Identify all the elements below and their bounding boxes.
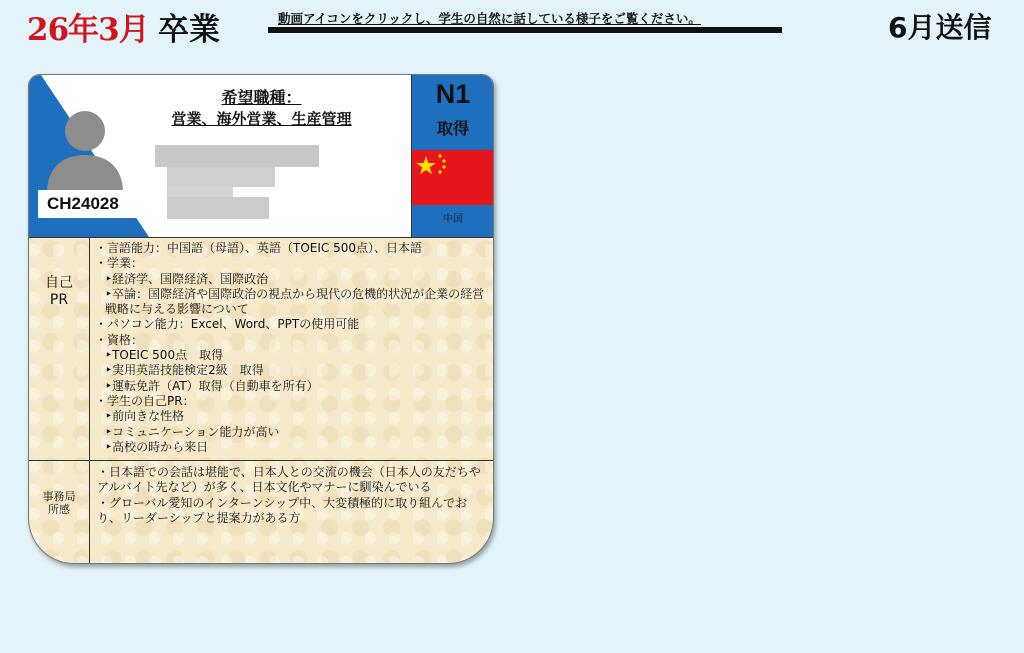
self-pr-list [95, 241, 487, 455]
office-comment-label-line1: 事務局 [42, 490, 76, 503]
list-item: ・言語能力：中国語（母語）、英語（TOEIC 500点）、日本語 [95, 241, 422, 255]
jlpt-level: N1 [435, 79, 471, 109]
blurred-name-block [167, 187, 233, 197]
office-comment-2: ・グローバル愛知のインターンシップ中、大変積極的に取り組んでおり、リーダーシップと提案力がある方 [97, 495, 468, 525]
list-item: ‣経済学、国際経済、国際政治 [105, 271, 269, 286]
section-divider [29, 460, 493, 461]
candidate-id: CH24028 [38, 190, 138, 218]
office-comment-label-line2: 所感 [48, 503, 70, 516]
list-item: ‣前向きな性格 [105, 409, 185, 424]
graduation-label: 卒業 [158, 12, 220, 48]
card-header [29, 75, 493, 238]
list-item: ‣運転免許（AT）取得（自動車を所有） [105, 378, 319, 393]
send-month-label: 6月送信 [888, 11, 992, 44]
list-item: ‣TOEIC 500点 取得 [105, 348, 224, 363]
blurred-name-block [155, 145, 319, 167]
video-instruction-text: 動画アイコンをクリックし、学生の自然に話している様子をご覧ください。 [278, 11, 701, 26]
list-item: ‣卒論：国際経済や国際政治の視点から現代の危機的状況が企業の経営戦略に与える影響について [105, 286, 485, 317]
row-label-divider [89, 237, 90, 564]
desired-job-label: 希望職種： [221, 88, 302, 107]
office-comment-1: ・日本語での会話は堪能で、日本人との交流の機会（日本人の友だちやアルバイト先など）が多く、日本文化やマナーに馴染んでいる [97, 465, 481, 495]
desired-job-value: 営業、海外営業、生産管理 [171, 110, 352, 128]
office-comment-label [29, 490, 89, 516]
china-flag-icon [412, 150, 494, 205]
instruction-underline-bar [268, 27, 782, 33]
list-item: ‣高校の時から来日 [105, 439, 209, 454]
student-profile-card[interactable] [28, 74, 494, 564]
country-label: 中国 [443, 214, 463, 225]
list-item: ・パソコン能力：Excel、Word、PPTの使用可能 [95, 317, 360, 332]
list-item: ・資格： [95, 332, 144, 347]
self-pr-label-line2: PR [49, 292, 69, 308]
list-item: ‣実用英語技能検定2級 取得 [105, 363, 264, 378]
blurred-name-block [167, 197, 269, 219]
blurred-name-block [167, 167, 275, 187]
jlpt-status: 取得 [436, 119, 469, 138]
graduation-year: 26年3月 [27, 12, 149, 48]
self-pr-label-line1: 自己 [45, 275, 73, 291]
list-item: ‣コミュニケーション能力が高い [105, 424, 280, 439]
self-pr-label [29, 275, 89, 309]
list-item: ・学生の自己PR： [95, 393, 195, 408]
language-panel [411, 75, 494, 237]
list-item: ・学業： [95, 256, 144, 271]
office-comment-text [97, 465, 483, 526]
avatar-silhouette-icon [39, 101, 131, 193]
